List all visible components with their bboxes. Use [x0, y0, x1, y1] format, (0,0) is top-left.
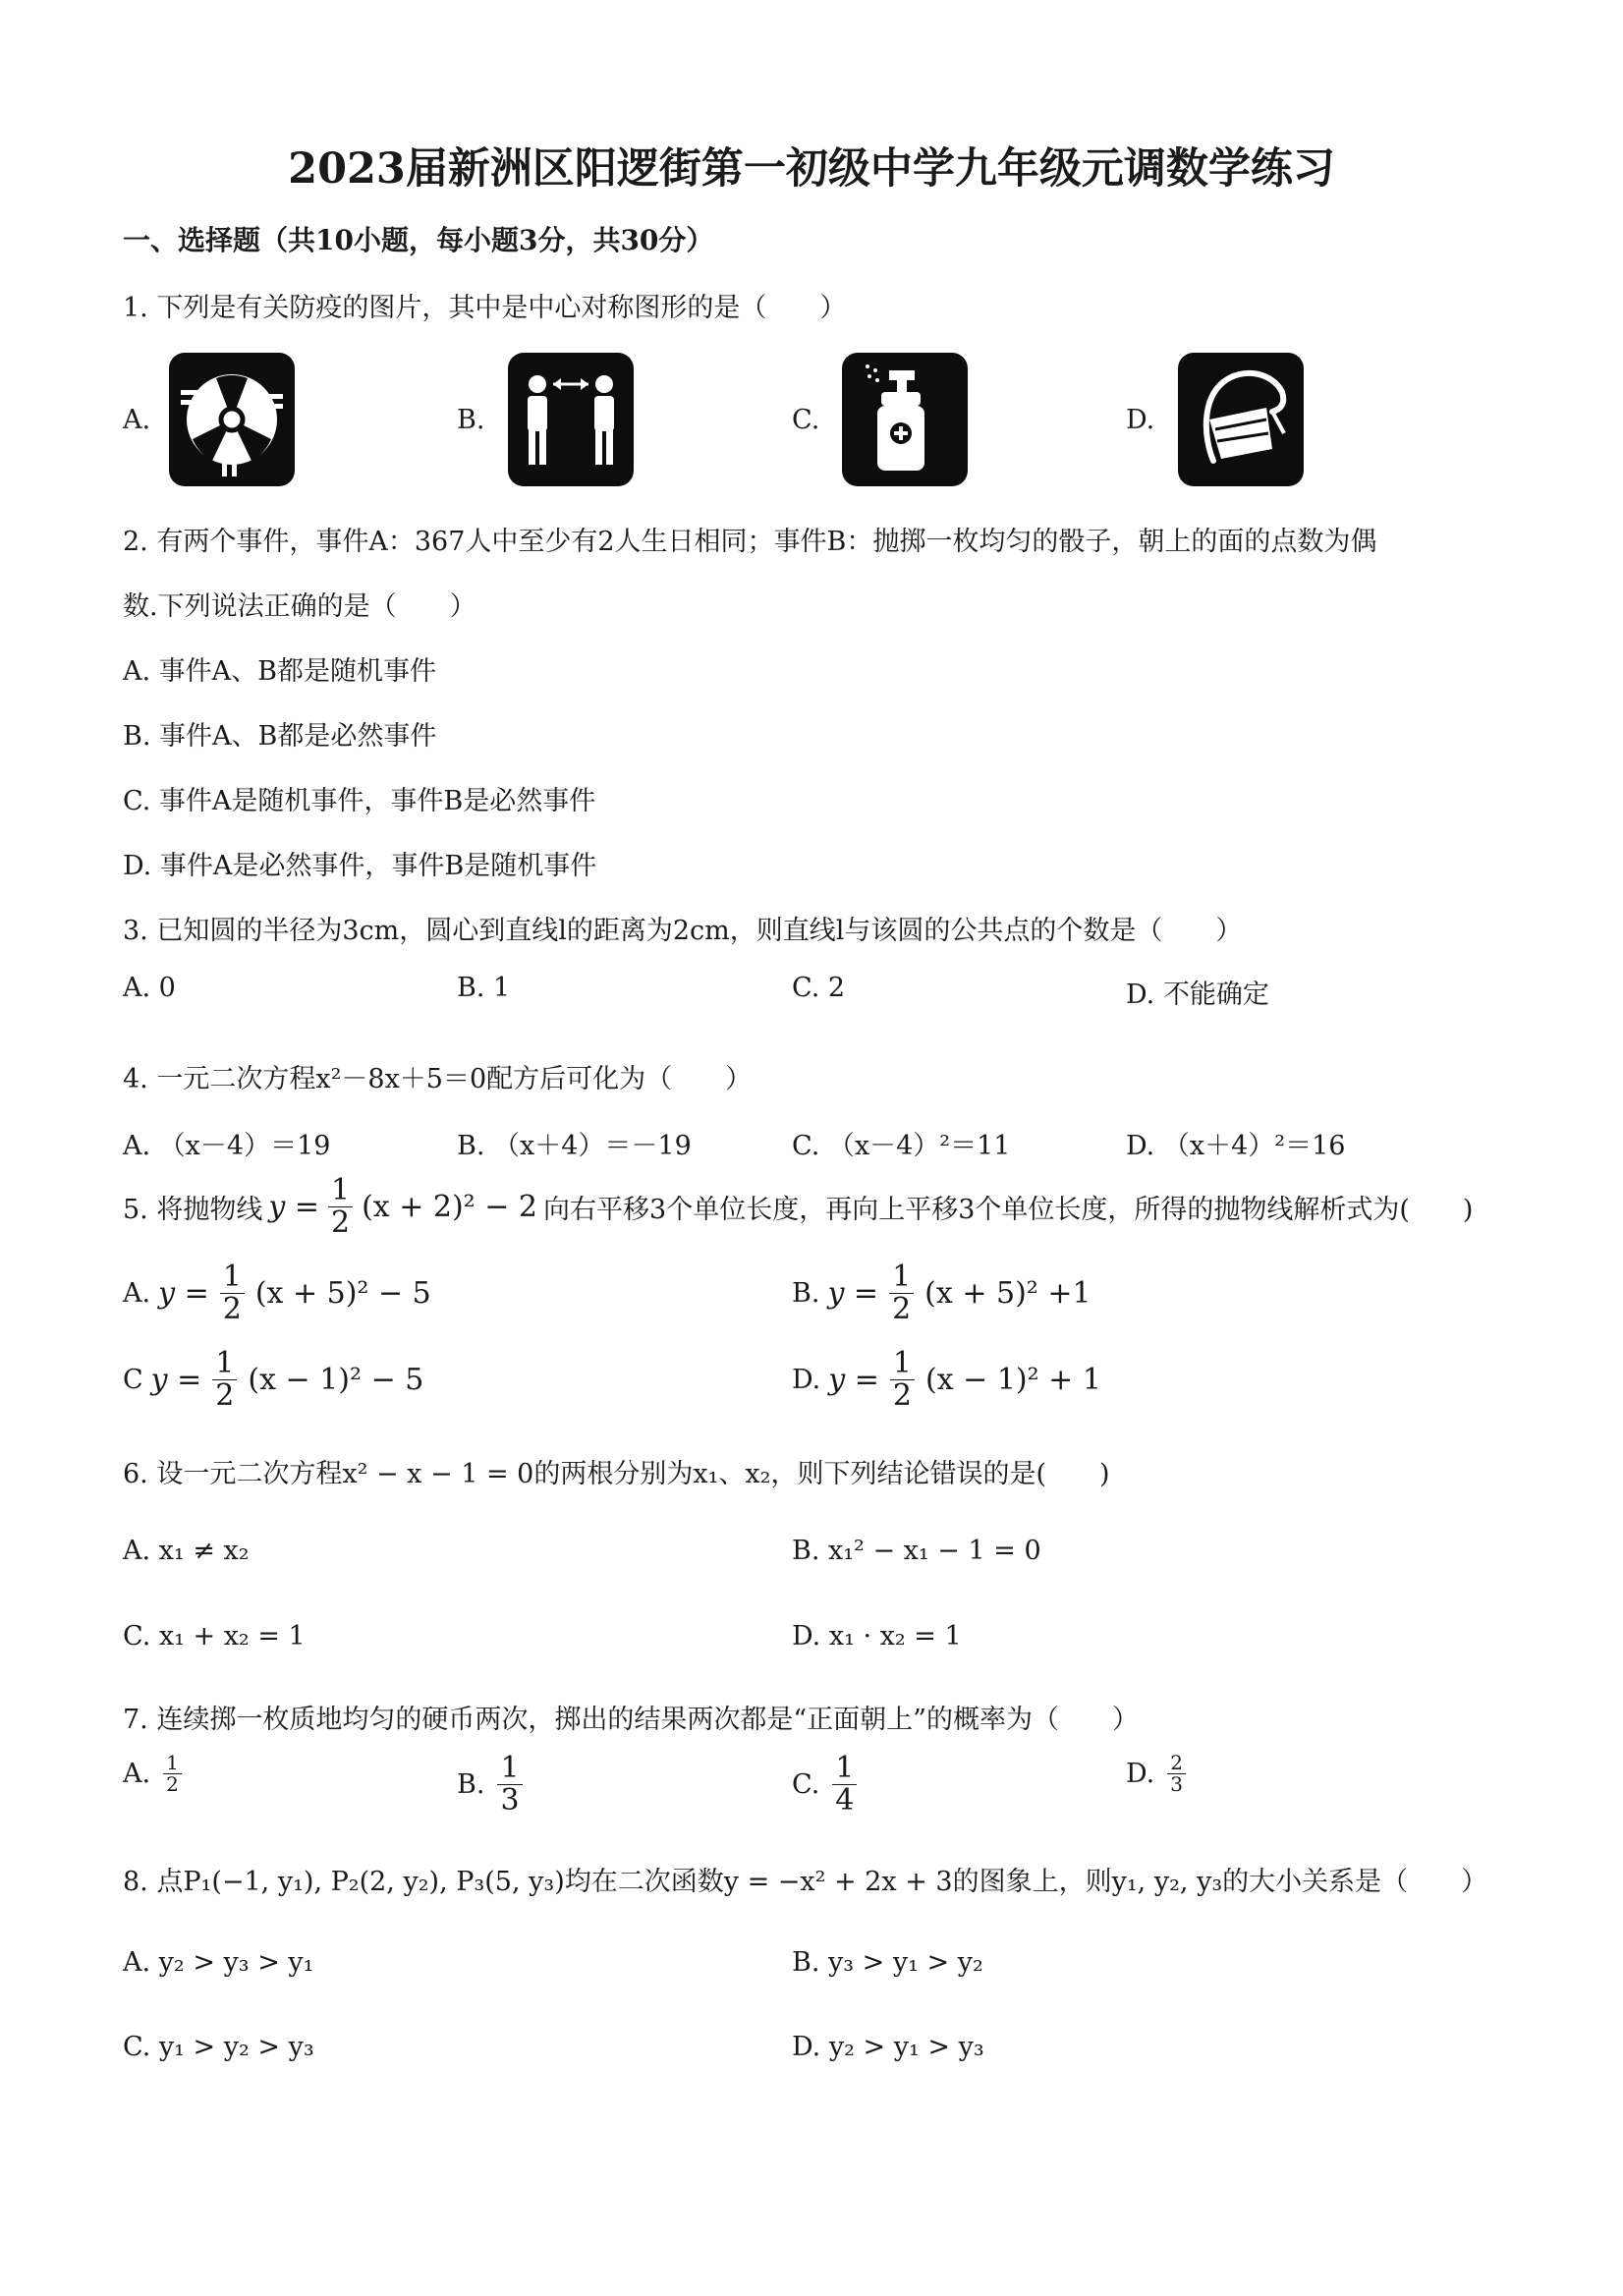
q1-option-d-label: D. [1126, 405, 1155, 435]
q4-option-a: A. （x－4）＝19 [123, 1131, 331, 1161]
question-4-stem: 4. 一元二次方程x²－8x＋5＝0配方后可化为（ ） [123, 1064, 753, 1094]
q3-option-d: D. 不能确定 [1126, 980, 1269, 1010]
section-heading: 一、选择题（共10小题，每小题3分，共30分） [123, 224, 714, 256]
q5-option-a: A. y = $\frac{1}{2}$ (x + 5)² − 5 [123, 1260, 431, 1326]
question-1-stem: 1. 下列是有关防疫的图片，其中是中心对称图形的是（ ） [123, 293, 847, 323]
page-title: 2023届新洲区阳逻街第一初级中学九年级元调数学练习 [288, 144, 1335, 194]
q3-option-c: C. 2 [792, 973, 846, 1003]
q4-option-c: C. （x－4）²＝11 [792, 1131, 1011, 1161]
question-7-stem: 7. 连续掷一枚质地均匀的硬币两次，掷出的结果两次都是“正面朝上”的概率为（ ） [123, 1705, 1139, 1735]
q7-option-c: C. $\frac{1}{4}$ [792, 1753, 860, 1816]
q6-option-a: A. x₁ ≠ x₂ [123, 1536, 250, 1566]
question-2-stem: 2. 有两个事件，事件A：367人中至少有2人生日相同；事件B：抛掷一枚均匀的骰子，朝上的面的点数为偶 [123, 527, 1377, 557]
q5-option-d: D. y = $\frac{1}{2}$ (x − 1)² + 1 [792, 1346, 1101, 1413]
q6-option-c: C. x₁ + x₂ = 1 [123, 1621, 306, 1652]
question-5-stem [123, 1175, 1473, 1238]
q2-option-b: B. 事件A、B都是必然事件 [123, 721, 437, 752]
q7-option-a: A. $\frac{1}{2}$ [123, 1753, 185, 1795]
q5-text: 向右平移3个单位长度，再向上平移3个单位长度，所得的抛物线解析式为( ) [543, 1194, 1474, 1225]
q8-option-a: A. y₂ > y₃ > y₁ [123, 1947, 314, 1978]
q1-option-c-label: C. [792, 405, 820, 435]
q5-option-b: B. y = $\frac{1}{2}$ (x + 5)² +1 [792, 1260, 1091, 1326]
q4-option-d: D. （x＋4）²＝16 [1126, 1131, 1346, 1161]
question-8-stem: 8. 点P₁(−1, y₁), P₂(2, y₂), P₃(5, y₃)均在二次函数y = −x² + 2x + 3的图象上，则y₁, y₂, y₃的大小关系是（ ） [123, 1867, 1488, 1897]
q2-option-a: A. 事件A、B都是随机事件 [123, 656, 437, 687]
fan-icon [167, 351, 297, 488]
q4-option-b: B. （x＋4）＝－19 [457, 1131, 692, 1161]
q5-number: 5. 将抛物线 [123, 1194, 263, 1225]
question-6-stem: 6. 设一元二次方程x² − x − 1 = 0的两根分别为x₁、x₂，则下列结论错误的是( ) [123, 1459, 1110, 1489]
q3-option-b: B. 1 [457, 973, 511, 1003]
q2-option-c: C. 事件A是随机事件，事件B是必然事件 [123, 786, 596, 816]
question-3-stem: 3. 已知圆的半径为3cm，圆心到直线l的距离为2cm，则直线l与该圆的公共点的个数是（ ） [123, 916, 1243, 946]
face-mask-icon [1176, 351, 1306, 488]
q3-option-a: A. 0 [123, 973, 176, 1003]
q5-eq-half: $\frac{1}{2}$ [328, 1175, 353, 1238]
q5-option-c: C y = $\frac{1}{2}$ (x − 1)² − 5 [123, 1346, 424, 1413]
q6-option-b: B. x₁² − x₁ − 1 = 0 [792, 1536, 1041, 1566]
question-2-stem-cont: 数.下列说法正确的是（ ） [123, 591, 476, 622]
q2-option-d: D. 事件A是必然事件，事件B是随机事件 [123, 851, 597, 881]
sanitizer-icon [840, 351, 970, 488]
q1-option-b-label: B. [457, 405, 485, 435]
q7-option-b: B. $\frac{1}{3}$ [457, 1753, 526, 1816]
q8-option-d: D. y₂ > y₁ > y₃ [792, 2032, 984, 2062]
q5-eq-post: (x + 2)² − 2 [362, 1189, 538, 1224]
q7-option-d: D. $\frac{2}{3}$ [1126, 1753, 1189, 1795]
q1-option-a-label: A. [123, 405, 151, 435]
social-distance-icon [506, 351, 636, 488]
q8-option-b: B. y₃ > y₁ > y₂ [792, 1947, 983, 1978]
q5-eq-pre: y = [268, 1189, 319, 1224]
q6-option-d: D. x₁ · x₂ = 1 [792, 1621, 962, 1652]
q8-option-c: C. y₁ > y₂ > y₃ [123, 2032, 314, 2062]
